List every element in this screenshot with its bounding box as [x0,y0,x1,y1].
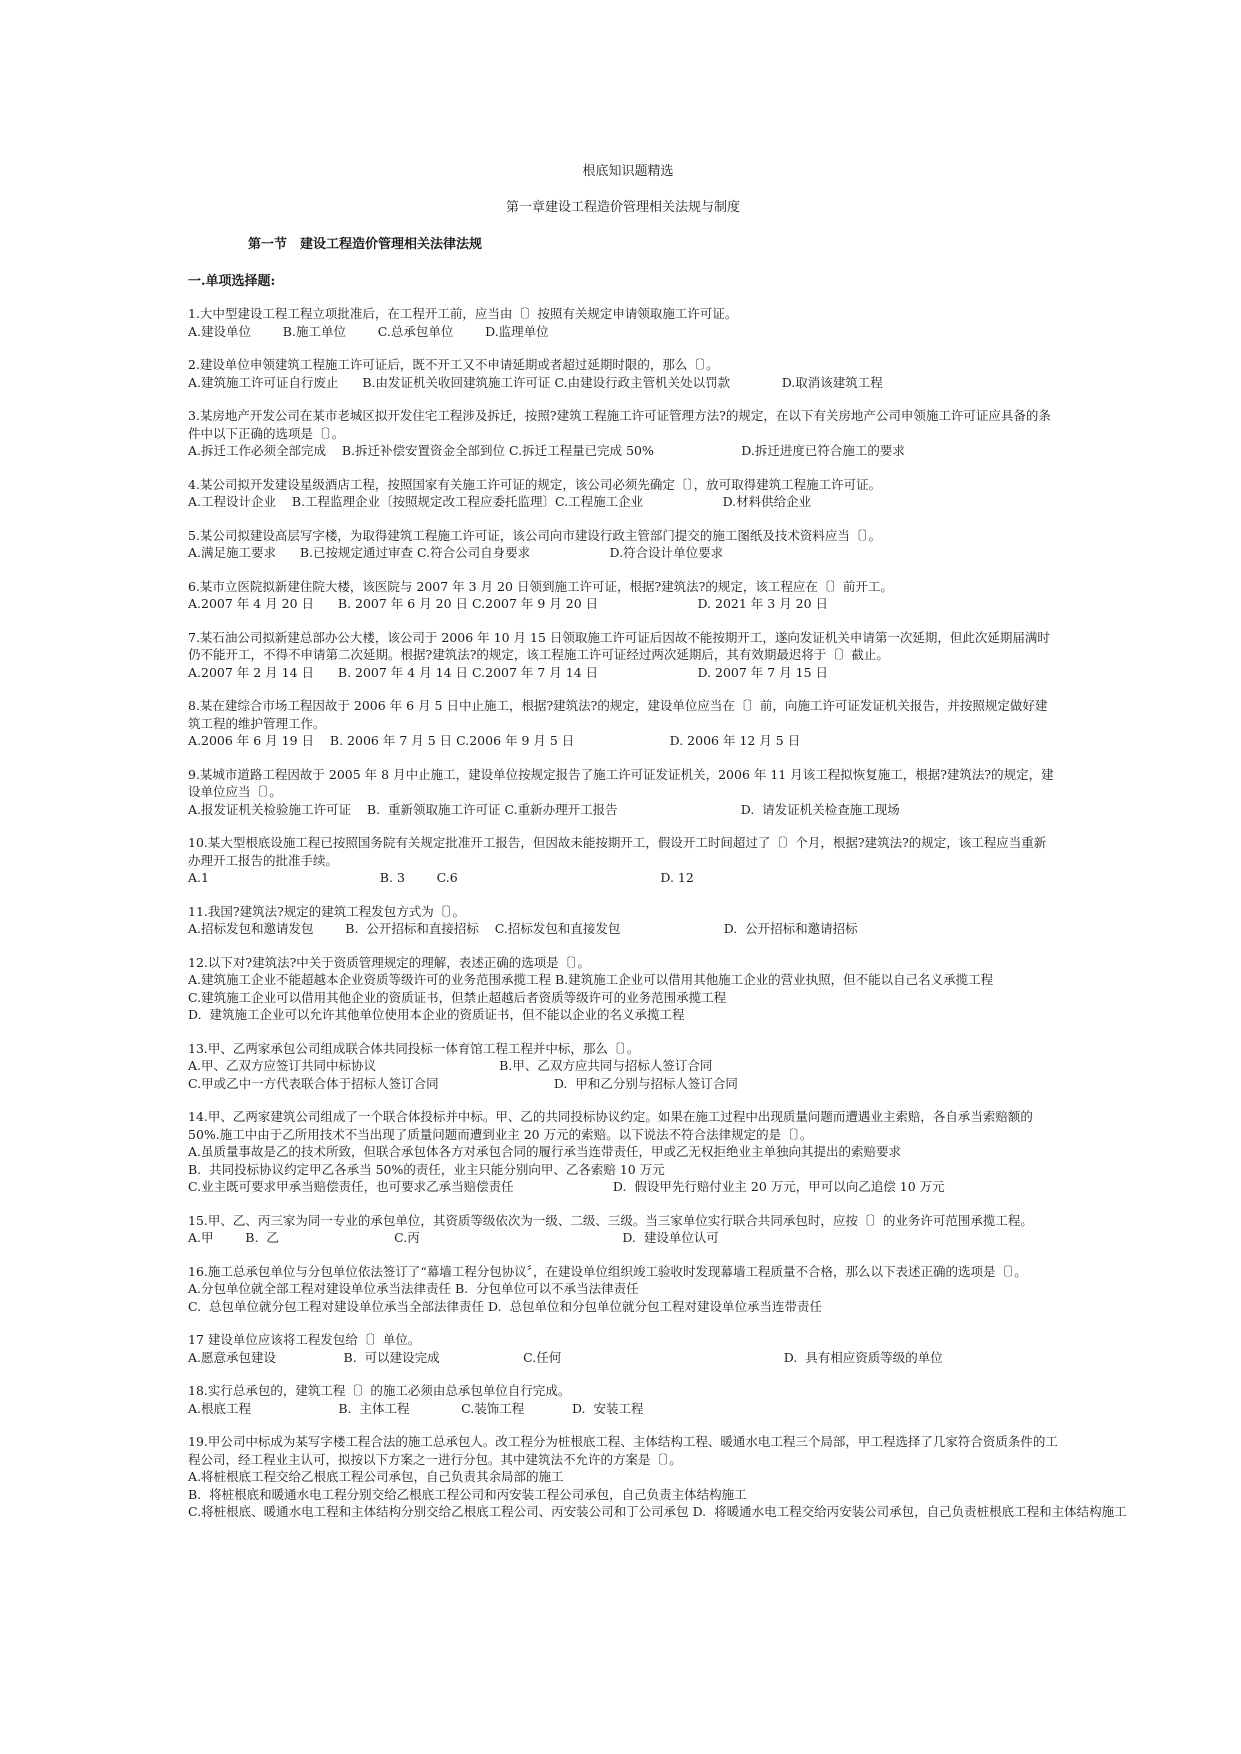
question-stem: 7.某石油公司拟新建总部办公大楼，该公司于 2006 年 10 月 15 日领取施工许可证后因故不能按期开工，遂向发证机关申请第一次延期，但此次延期届满时仍不能开工，不得不申请第二次延期。根据?建筑法?的规定，该工程施工许可证经过两次延期后，其有效期最迟将于〔〕截止。 [188,629,1050,662]
question-10 [188,834,1058,887]
question-18 [188,1382,1058,1417]
question-stem: 17 建设单位应该将工程发包给〔〕单位。 [188,1332,421,1347]
question-11 [188,903,1058,938]
question-stem: 11.我国?建筑法?规定的建筑工程发包方式为〔〕。 [188,903,466,919]
question-stem: 4.某公司拟开发建设星级酒店工程，按照国家有关施工许可证的规定，该公司必须先确定〔〕，放可取得建筑工程施工许可证。 [188,476,882,492]
question-options: A.2006 年 6 月 19 日 B. 2006 年 7 月 5 日 C.2006 年 9 月 5 日 D. 2006 年 12 月 5 日 [188,733,801,748]
question-stem: 8.某在建综合市场工程因故于 2006 年 6 月 5 日中止施工，根据?建筑法?的规定，建设单位应当在〔〕前，向施工许可证发证机关报告，并按照规定做好建筑工程的维护管理工作。 [188,698,1048,731]
question-1 [188,305,1058,340]
question-8 [188,697,1058,750]
question-stem: 3.某房地产开发公司在某市老城区拟开发住宅工程涉及拆迁，按照?建筑工程施工许可证管理方法?的规定，在以下有关房地产公司申领施工许可证应具备的条件中以下正确的选项是〔〕。 [188,408,1051,441]
question-options: A.虽质量事故是乙的技术所致，但联合承包体各方对承包合同的履行承当连带责任，甲或乙无权拒绝业主单独向其提出的索赔要求 [188,1144,902,1159]
question-stem: 15.甲、乙、丙三家为同一专业的承包单位，其资质等级依次为一级、二级、三级。当三家单位实行联合共同承包时，应按〔〕的业务许可范围承揽工程。 [188,1212,1033,1228]
section-title: 第一节 建设工程造价管理相关法律法规 [248,237,483,252]
question-stem: 10.某大型根底设施工程已按照国务院有关规定批准开工报告，但因故未能按期开工，假设开工时间超过了〔〕个月，根据?建筑法?的规定，该工程应当重新办理开工报告的批准手续。 [188,835,1047,868]
question-9 [188,766,1058,819]
doc-title: 根底知识题精选 [582,164,674,179]
question-options: A.将桩根底工程交给乙根底工程公司承包，自己负责其余局部的施工 [188,1469,564,1484]
question-options: A.2007 年 4 月 20 日 B. 2007 年 6 月 20 日 C.2007 年 9 月 20 日 D. 2021 年 3 月 20 日 [188,596,829,611]
question-stem: 14.甲、乙两家建筑公司组成了一个联合体投标并中标。甲、乙的共同投标协议约定。如果在施工过程中出现质量问题而遭遇业主索赔，各自承当索赔额的 50%.施工中由于乙所用技术不当出现了质量问题而遭到业主 20 万元的索赔。以下说法不符合法律规定的是〔〕。 [188,1109,1033,1142]
question-5 [188,527,1058,562]
chapter-title: 第一章建设工程造价管理相关法规与制度 [505,200,740,215]
question-options: C.业主既可要求甲承当赔偿责任，也可要求乙承当赔偿责任 D. 假设甲先行赔付业主 20 万元，甲可以向乙追偿 10 万元 [188,1179,945,1194]
question-options: B. 共同投标协议约定甲乙各承当 50%的责任，业主只能分别向甲、乙各索赔 10 万元 [188,1161,665,1177]
question-options: A.甲 B. 乙 C.丙 D. 建设单位认可 [188,1230,719,1245]
question-4 [188,476,1058,511]
question-15 [188,1212,1058,1247]
question-options: A.1 B. 3 C.6 D. 12 [188,870,694,885]
question-16 [188,1263,1058,1316]
question-stem: 19.甲公司中标成为某写字楼工程合法的施工总承包人。改工程分为桩根底工程、主体结构工程、暖通水电工程三个局部，甲工程选择了几家符合资质条件的工程公司，经工程业主认可，拟按以下方案之一进行分包。其中建筑法不允许的方案是〔〕。 [188,1434,1058,1467]
question-options: C.将桩根底、暖通水电工程和主体结构分别交给乙根底工程公司、丙安装公司和丁公司承包 D. 将暖通水电工程交给丙安装公司承包，自己负责桩根底工程和主体结构施工 [188,1504,1127,1519]
part-title: 一.单项选择题: [188,274,276,289]
question-3 [188,407,1058,460]
question-stem: 13.甲、乙两家承包公司组成联合体共同投标一体育馆工程工程并中标，那么〔〕。 [188,1040,640,1056]
question-options: A.根底工程 B. 主体工程 C.装饰工程 D. 安装工程 [188,1400,644,1416]
question-options: A.建筑施工许可证自行废止 B.由发证机关收回建筑施工许可证 C.由建设行政主管机关处以罚款 D.取消该建筑工程 [188,374,883,390]
question-options: A.愿意承包建设 B. 可以建设完成 C.任何 D. 具有相应资质等级的单位 [188,1349,943,1365]
question-options: A.报发证机关检验施工许可证 B. 重新领取施工许可证 C.重新办理开工报告 D. 请发证机关检查施工现场 [188,801,900,817]
question-stem: 16.施工总承包单位与分包单位依法签订了“幕墙工程分包协议〞，在建设单位组织竣工验收时发现幕墙工程质量不合格，那么以下表述正确的选项是〔〕。 [188,1263,1027,1279]
question-stem: 2.建设单位申领建筑工程施工许可证后，既不开工又不申请延期或者超过延期时限的，那么〔〕。 [188,357,719,372]
question-stem: 1.大中型建设工程工程立项批准后，在工程开工前，应当由〔〕按照有关规定申请领取施工许可证。 [188,306,738,321]
question-options: A.拆迁工作必须全部完成 B.拆迁补偿安置资金全部到位 C.拆迁工程量已完成 50% D.拆迁进度已符合施工的要求 [188,443,905,458]
question-options: A.招标发包和邀请发包 B. 公开招标和直接招标 C.招标发包和直接发包 D. 公开招标和邀请招标 [188,921,858,936]
question-2 [188,356,1058,391]
question-options: C.甲或乙中一方代表联合体于招标人签订合同 D. 甲和乙分别与招标人签订合同 [188,1075,738,1091]
question-stem: 12.以下对?建筑法?中关于资质管理规定的理解，表述正确的选项是〔〕。 [188,954,591,970]
question-options: A.建设单位 B.施工单位 C.总承包单位 D.监理单位 [188,323,549,339]
question-options: B. 将桩根底和暖通水电工程分别交给乙根底工程公司和丙安装工程公司承包，自己负责主体结构施工 [188,1486,747,1502]
question-6 [188,578,1058,613]
question-options: C. 总包单位就分包工程对建设单位承当全部法律责任 D. 总包单位和分包单位就分包工程对建设单位承当连带责任 [188,1298,823,1314]
question-12 [188,954,1058,1024]
question-options: A.2007 年 2 月 14 日 B. 2007 年 4 月 14 日 C.2007 年 7 月 14 日 D. 2007 年 7 月 15 日 [188,664,829,680]
question-stem: 9.某城市道路工程因故于 2005 年 8 月中止施工，建设单位按规定报告了施工许可证发证机关，2006 年 11 月该工程拟恢复施工，根据?建筑法?的规定，建设单位应当〔〕。 [188,766,1054,799]
question-13 [188,1040,1058,1093]
question-options: D. 建筑施工企业可以允许其他单位使用本企业的资质证书，但不能以企业的名义承揽工程 [188,1007,685,1022]
question-options: A.满足施工要求 B.已按规定通过审查 C.符合公司自身要求 D.符合设计单位要求 [188,545,724,560]
question-7 [188,629,1058,682]
document-page [188,160,1127,1521]
question-stem: 5.某公司拟建设高层写字楼，为取得建筑工程施工许可证，该公司向市建设行政主管部门提交的施工图纸及技术资料应当〔〕。 [188,527,882,543]
question-options: A.甲、乙双方应签订共同中标协议 B.甲、乙双方应共同与招标人签订合同 [188,1058,713,1073]
question-stem: 6.某市立医院拟新建住院大楼，该医院与 2007 年 3 月 20 日领到施工许可证，根据?建筑法?的规定，该工程应在〔〕前开工。 [188,578,893,594]
question-options: A.工程设计企业 B.工程监理企业〔按照规定改工程应委托监理〕C.工程施工企业 D.材料供给企业 [188,494,812,509]
question-options: A.分包单位就全部工程对建设单位承当法律责任 B. 分包单位可以不承当法律责任 [188,1281,639,1296]
question-stem: 18.实行总承包的，建筑工程〔〕的施工必须由总承包单位自行完成。 [188,1383,571,1398]
question-14 [188,1108,1058,1196]
question-options: A.建筑施工企业不能超越本企业资质等级许可的业务范围承揽工程 B.建筑施工企业可以借用其他施工企业的营业执照，但不能以自己名义承揽工程 [188,972,994,987]
question-17 [188,1331,1058,1366]
question-list [188,305,1127,1521]
question-19 [188,1433,1127,1521]
question-options: C.建筑施工企业可以借用其他企业的资质证书，但禁止超越后者资质等级许可的业务范围承揽工程 [188,989,727,1005]
